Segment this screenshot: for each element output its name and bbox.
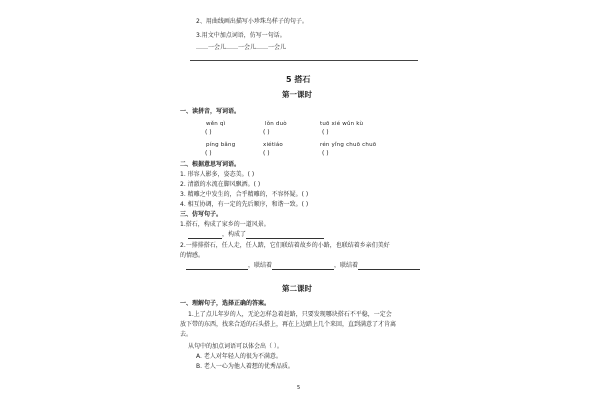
pinyin-3: tuō xié wǔn kù <box>320 121 364 127</box>
section-2-title: 二、根据意思写词语。 <box>180 161 241 168</box>
p2-paragraph-line2: 放下带的东西，找来合适的石头搭上，再在上边踏上几个来回，直到满意了才肯离 <box>180 321 397 328</box>
blank-6[interactable]: ( ) <box>322 150 329 157</box>
question-3-pattern: ……一会儿……一会儿……一会儿 <box>196 44 287 51</box>
blank-5[interactable]: ( ) <box>263 150 270 157</box>
blank-3[interactable]: ( ) <box>322 129 329 136</box>
s3-question-2-line2: 的情感。 <box>180 252 205 259</box>
p2-paragraph-line1: 1.上了点儿年岁的人，无论怎样急着赶路，只要发现哪块搭石不平稳，一定会 <box>188 311 392 318</box>
pinyin-6: rén yǐng chuō chuō <box>320 142 377 148</box>
question-2: 2、用曲线画出描写小珍珠鸟样子的句子。 <box>196 18 308 25</box>
answer-line[interactable] <box>272 263 334 270</box>
period-2-heading: 第二课时 <box>282 284 312 293</box>
answer-line[interactable] <box>188 232 222 239</box>
answer-line[interactable] <box>186 263 248 270</box>
blank-4[interactable]: ( ) <box>205 150 212 157</box>
p2-question: 从句中的加点词语可以体会出（ ）。 <box>188 343 283 350</box>
p2-section-1-title: 一、理解句子，选择正确的答案。 <box>180 300 271 307</box>
p2-option-b[interactable]: B. 老人一心为他人着想的优秀品质。 <box>196 363 294 370</box>
section-1-title: 一、读拼音，写词语。 <box>180 108 241 115</box>
s3-question-2-line1: 2.一排排搭石，任人走，任人踏，它们联结着故乡的小路，也联结着乡亲们美好 <box>180 242 390 249</box>
pinyin-5: xiétiáo <box>263 142 283 148</box>
answer-line[interactable] <box>246 232 324 239</box>
page-number: 5 <box>297 385 301 391</box>
section-3-title: 三、仿写句子。 <box>180 211 223 218</box>
lesson-title: 5 搭石 <box>286 75 311 84</box>
s2-item-1: 1. 形容人影多，姿态美。( ) <box>180 171 255 178</box>
s2-item-2: 2. 清澈的水流在脚风飘洒。( ) <box>180 181 261 188</box>
s2-item-4: 4. 相互协调，有一定的先后顺序，和谐一致。( ) <box>180 201 309 208</box>
p2-option-a[interactable]: A. 老人对年轻人的很为不满意。 <box>196 353 282 360</box>
pinyin-4: píng bǎng <box>206 142 236 148</box>
s2-item-3: 3. 精雕之中发生的，合乎精雕的，不容怀疑。( ) <box>180 191 309 198</box>
divider-line <box>190 60 418 61</box>
answer-text: ，构成了 <box>222 231 247 238</box>
period-1-heading: 第一课时 <box>282 90 312 99</box>
pinyin-1: wěn qì <box>206 121 226 127</box>
answer-text: ，联结着 <box>334 262 359 269</box>
blank-1[interactable]: ( ) <box>205 129 212 136</box>
answer-text: ，联结着 <box>248 262 273 269</box>
p2-paragraph-line3: 去。 <box>180 331 193 338</box>
blank-2[interactable]: ( ) <box>263 129 270 136</box>
answer-line[interactable] <box>358 263 420 270</box>
pinyin-2: lǒn duò <box>265 121 287 127</box>
question-3: 3.用文中加点词语，仿写一句话。 <box>196 32 286 39</box>
s3-question-1: 1.搭石，构成了家乡的一道风景。 <box>180 221 270 228</box>
s3-answer-2[interactable] <box>186 262 420 270</box>
s3-answer-1[interactable] <box>188 231 324 239</box>
